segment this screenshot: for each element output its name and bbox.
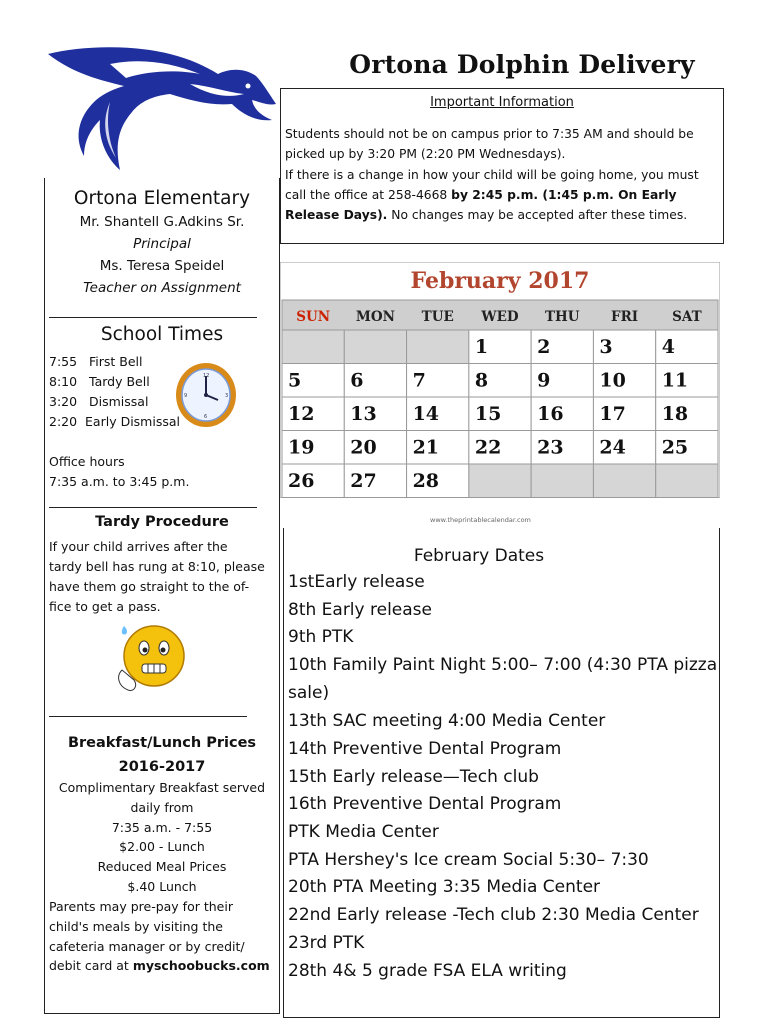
february-date-item: 10th Family Paint Night 5:00– 7:00 (4:30 PTA pizza — [288, 655, 718, 675]
calendar-date: 14 — [412, 403, 440, 425]
calendar-date: 12 — [288, 403, 315, 425]
clock-icon — [172, 360, 240, 430]
calendar-date: 7 — [412, 369, 426, 392]
calendar-date: 9 — [537, 369, 551, 392]
info-line — [285, 185, 717, 205]
calendar-graphic — [280, 262, 720, 498]
calendar-date: 21 — [412, 436, 440, 459]
svg-text:12: 12 — [203, 373, 210, 379]
calendar-date: 6 — [350, 369, 364, 392]
info-line: picked up by 3:20 PM (2:20 PM Wednesdays). — [285, 147, 566, 162]
february-date-item: 13th SAC meeting 4:00 Media Center — [288, 711, 606, 731]
time-label: Dismissal — [89, 394, 149, 409]
calendar-date: 20 — [350, 436, 377, 459]
info-text: No changes may be accepted after these times. — [387, 208, 688, 223]
calendar-date: 18 — [661, 403, 689, 425]
february-date-item: sale) — [288, 683, 330, 703]
tardy-line: have them go straight to the of- — [49, 579, 250, 594]
time-row — [49, 394, 148, 409]
info-bold-text: Release Days). — [285, 208, 388, 223]
time-label: Tardy Bell — [89, 374, 150, 389]
time-value: 3:20 — [49, 394, 78, 409]
svg-text:3: 3 — [225, 393, 229, 399]
day-header-sat: SAT — [672, 309, 702, 325]
calendar-date: 11 — [661, 369, 689, 392]
info-line: If there is a change in how your child will be going home, you must — [285, 167, 699, 182]
february-date-item: 15th Early release—Tech club — [288, 767, 539, 787]
calendar-cell — [656, 464, 718, 498]
prices-line: 7:35 a.m. - 7:55 — [111, 819, 213, 835]
calendar-cell — [469, 464, 531, 498]
february-date-item: 28th 4& 5 grade FSA ELA writing — [288, 961, 567, 981]
teacher-title: Teacher on Assignment — [83, 280, 241, 296]
february-date-item: PTA Hershey's Ice cream Social 5:30– 7:30 — [288, 850, 649, 870]
school-times-heading: School Times — [100, 324, 224, 345]
svg-text:6: 6 — [204, 414, 208, 420]
day-header-fri: FRI — [611, 309, 639, 325]
important-info-heading: Important Information — [430, 95, 574, 110]
calendar-date: 13 — [350, 403, 377, 425]
tardy-body — [49, 537, 275, 617]
divider — [49, 716, 247, 717]
february-calendar — [280, 262, 720, 498]
office-hours: 7:35 a.m. to 3:45 p.m. — [49, 474, 190, 489]
tardy-heading: Tardy Procedure — [95, 514, 229, 530]
prices-heading-line: Breakfast/Lunch Prices — [67, 735, 257, 751]
calendar-date: 15 — [474, 403, 502, 425]
prices-center-block — [46, 778, 278, 897]
february-date-item: 22nd Early release -Tech club 2:30 Media Center — [288, 905, 699, 925]
prices-line: daily from — [130, 799, 194, 815]
calendar-date: 28 — [412, 470, 440, 492]
calendar-cell — [531, 464, 593, 498]
dolphin-logo — [40, 40, 280, 180]
calendar-date: 24 — [599, 436, 626, 459]
calendar-date: 27 — [350, 470, 377, 492]
prices-heading — [46, 731, 278, 779]
calendar-date: 16 — [537, 403, 564, 425]
prices-line: $2.00 - Lunch — [119, 839, 205, 855]
newsletter-title: Ortona Dolphin Delivery — [349, 50, 695, 79]
important-info-box — [280, 88, 724, 244]
prices-line: cafeteria manager or by credit/ — [49, 938, 245, 954]
time-value: 8:10 — [49, 374, 78, 389]
myschoolbucks-link: myschoobucks.com — [132, 958, 270, 974]
calendar-date: 10 — [599, 369, 626, 392]
february-date-item: PTK Media Center — [288, 822, 439, 842]
day-header-thu: THU — [544, 309, 580, 325]
calendar-date: 23 — [537, 436, 564, 459]
calendar-date: 25 — [661, 436, 689, 459]
prices-left-block — [49, 897, 275, 976]
school-name: Ortona Elementary — [73, 188, 251, 209]
calendar-cell — [282, 330, 344, 364]
calendar-date: 22 — [474, 436, 502, 459]
calendar-date: 8 — [474, 369, 489, 392]
time-value: 7:55 — [49, 354, 78, 369]
divider — [49, 317, 257, 318]
february-dates-heading: February Dates — [413, 546, 545, 566]
prices-line: Complimentary Breakfast served — [58, 780, 266, 795]
calendar-date: 26 — [288, 470, 315, 492]
february-date-item: 23rd PTK — [288, 933, 365, 953]
time-label: Early Dismissal — [85, 414, 180, 429]
divider — [49, 507, 257, 508]
calendar-cell — [593, 464, 655, 498]
teacher-name: Ms. Teresa Speidel — [99, 258, 225, 274]
calendar-date: 17 — [599, 403, 626, 425]
february-date-item: 14th Preventive Dental Program — [288, 739, 562, 759]
february-date-item: 20th PTA Meeting 3:35 Media Center — [288, 877, 601, 897]
february-date-item: 1stEarly release — [288, 572, 425, 592]
day-header-sun: SUN — [296, 309, 331, 325]
prices-text: debit card at — [49, 958, 133, 974]
prices-line: $.40 Lunch — [127, 878, 197, 894]
time-label: First Bell — [89, 354, 143, 369]
time-row — [49, 414, 180, 429]
info-line: Students should not be on campus prior to 7:35 AM and should be — [285, 127, 694, 141]
february-date-item: 8th Early release — [288, 600, 432, 620]
prices-line: Reduced Meal Prices — [97, 859, 227, 875]
calendar-date: 5 — [288, 369, 302, 392]
tardy-line: tardy bell has rung at 8:10, please — [49, 559, 265, 574]
important-info-body — [285, 124, 717, 225]
calendar-date: 19 — [288, 436, 315, 459]
tardy-line: fice to get a pass. — [49, 599, 161, 614]
worried-smiley-icon — [110, 620, 190, 698]
info-bold-text: by 2:45 p.m. (1:45 p.m. On Early — [451, 187, 677, 202]
calendar-cell — [344, 330, 406, 364]
calendar-date: 3 — [599, 336, 613, 358]
prices-line: Parents may pre-pay for their — [49, 899, 233, 914]
svg-text:9: 9 — [184, 393, 188, 399]
calendar-cell — [407, 330, 469, 364]
prices-line: child's meals by visiting the — [49, 918, 223, 934]
day-header-tue: TUE — [421, 309, 454, 325]
february-date-item: 9th PTK — [288, 627, 354, 647]
info-text: call the office at 258-4668 — [285, 187, 452, 202]
office-hours-label: Office hours — [49, 454, 125, 469]
time-value: 2:20 — [49, 414, 78, 429]
day-header-mon: MON — [355, 309, 395, 325]
time-row — [49, 374, 150, 389]
principal-name: Mr. Shantell G.Adkins Sr. — [79, 214, 245, 230]
calendar-date: 4 — [661, 336, 675, 358]
tardy-line: If your child arrives after the — [49, 539, 228, 554]
prices-line — [49, 956, 275, 976]
day-header-wed: WED — [481, 309, 519, 325]
calendar-title: February 2017 — [410, 268, 590, 294]
calendar-credit: www.theprintablecalendar.com — [430, 516, 531, 524]
february-date-item: 16th Preventive Dental Program — [288, 794, 562, 814]
prices-year: 2016-2017 — [118, 759, 206, 775]
calendar-date: 1 — [474, 336, 489, 358]
calendar-date: 2 — [537, 336, 551, 358]
info-line — [285, 205, 717, 225]
principal-title: Principal — [133, 236, 191, 252]
time-row — [49, 354, 143, 369]
